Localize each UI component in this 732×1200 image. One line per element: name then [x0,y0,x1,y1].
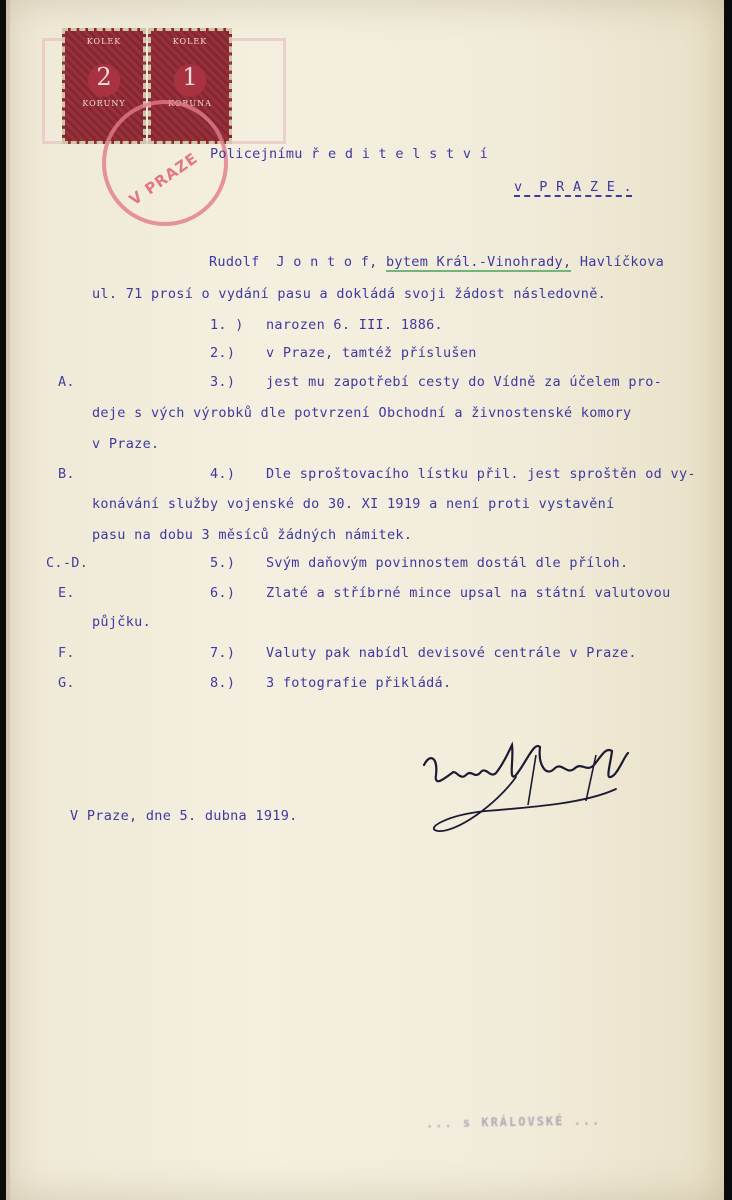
recipient-city [514,179,632,195]
stamp-value: 1 [182,63,198,91]
intro-line-1 [209,254,664,270]
item-1-num: 1. ) [210,317,244,333]
item-6-text: Zlaté a stříbrné mince upsal na státní valutovou [266,585,671,601]
item-4-cont-2: pasu na dobu 3 měsíců žádných námitek. [92,527,413,543]
item-8-text: 3 fotografie přikládá. [266,675,452,691]
item-6-margin: E. [58,585,75,601]
item-6-num: 6.) [210,585,236,601]
item-4-margin: B. [58,466,75,482]
item-3-cont-1: deje s vých výrobků dle potvrzení Obchodní a živnostenské komory [92,405,632,421]
item-3-text: jest mu zapotřebí cesty do Vídně za účelem pro- [266,374,663,390]
faint-bottom-stamp: ... s KRÁLOVSKÉ ... [425,1113,602,1131]
residence: bytem Král.-Vinohrady, [385,254,572,270]
item-2-text: v Praze, tamtéž příslušen [266,345,477,361]
official-seal [102,100,228,226]
stamp-unit: KORUNY [82,99,126,108]
applicant-name: Rudolf J o n t o f, [209,254,386,270]
item-4-cont-1: konávání služby vojenské do 30. XI 1919 a není proti vystavění [92,496,615,512]
paper-fold [6,0,10,1200]
item-3-num: 3.) [210,374,236,390]
signature [416,735,636,845]
item-4-text: Dle sproštovacího lístku přil. jest sproštěn od vy- [266,466,696,482]
date-line: V Praze, dne 5. dubna 1919. [70,808,298,824]
item-7-text: Valuty pak nabídl devisové centrále v Praze. [266,645,637,661]
city-text: v P R A Z E . [514,179,632,195]
stamp-unit: KORUNA [168,99,212,108]
stamp-value: 2 [96,63,112,91]
item-3-cont-2: v Praze. [92,436,160,452]
item-8-num: 8.) [210,675,236,691]
item-5-num: 5.) [210,555,236,571]
item-3-margin: A. [58,374,75,390]
document-page [6,0,724,1200]
stamp-top-text: KOLEK [172,37,208,46]
recipient-line: Policejnímu ř e d i t e l s t v í [210,146,489,162]
item-4-num: 4.) [210,466,236,482]
item-1-text: narozen 6. III. 1886. [266,317,443,333]
item-8-margin: G. [58,675,75,691]
stamp-top-text: KOLEK [86,37,122,46]
item-7-margin: F. [58,645,75,661]
item-5-text: Svým daňovým povinnostem dostál dle příloh. [266,555,629,571]
street: Havlíčkova [571,254,665,270]
intro-line-2: ul. 71 prosí o vydání pasu a dokládá svoji žádost následovně. [92,286,607,302]
item-2-num: 2.) [210,345,236,361]
item-6-cont-1: půjčku. [92,614,151,630]
item-5-margin: C.-D. [46,555,89,571]
item-7-num: 7.) [210,645,236,661]
seal-text: V PRAZE [125,148,202,210]
